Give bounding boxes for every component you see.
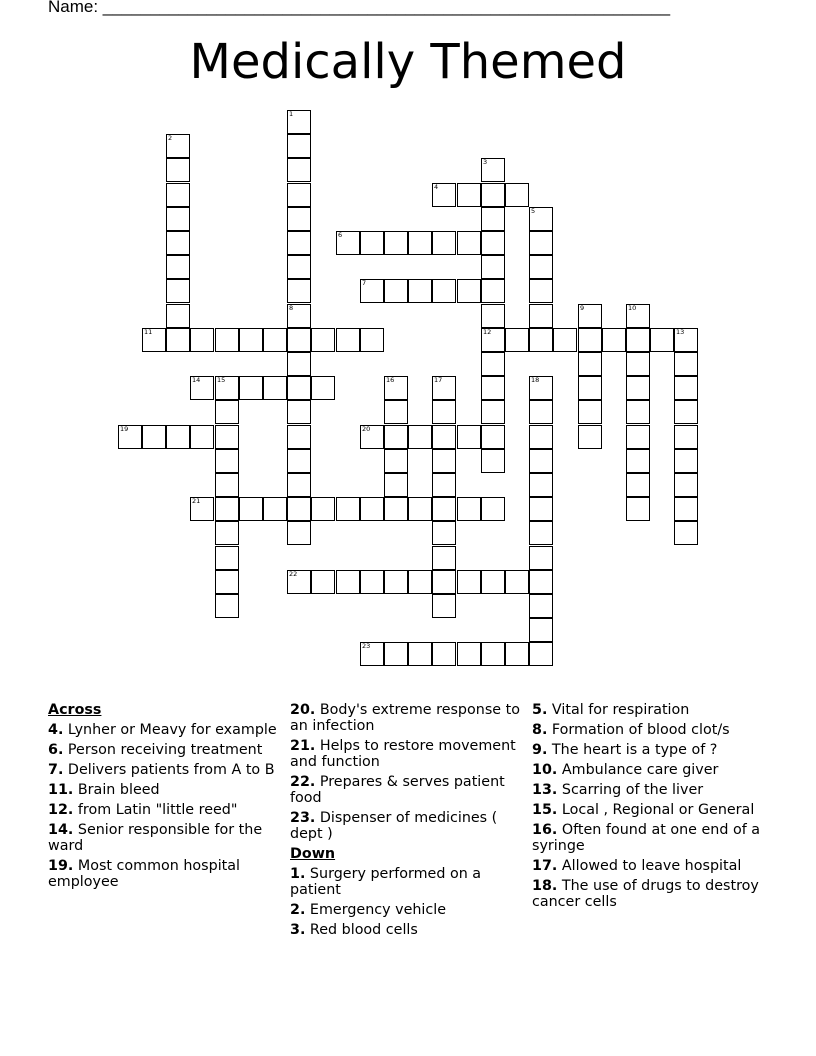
grid-cell[interactable]	[432, 642, 456, 666]
clue-number-8: 8	[289, 304, 294, 312]
grid-cell[interactable]	[263, 328, 287, 352]
grid-cell[interactable]	[505, 328, 529, 352]
grid-cell[interactable]	[529, 231, 553, 255]
grid-cell[interactable]	[384, 473, 408, 497]
clue-down-15: 15. Local , Regional or General	[532, 802, 755, 818]
grid-cell[interactable]	[287, 207, 311, 231]
grid-cell[interactable]	[287, 376, 311, 400]
grid-cell[interactable]	[432, 594, 456, 618]
grid-cell[interactable]	[384, 425, 408, 449]
grid-cell[interactable]	[529, 473, 553, 497]
grid-cell[interactable]	[166, 183, 190, 207]
grid-cell[interactable]	[215, 473, 239, 497]
grid-cell[interactable]	[626, 328, 650, 352]
grid-cell[interactable]	[287, 425, 311, 449]
clue-across-11: 11. Brain bleed	[48, 782, 160, 798]
grid-cell[interactable]	[287, 449, 311, 473]
grid-cell[interactable]	[166, 231, 190, 255]
grid-cell[interactable]	[239, 328, 263, 352]
grid-cell[interactable]	[578, 376, 602, 400]
clue-number-14: 14	[192, 376, 201, 384]
clue-number-17: 17	[434, 376, 443, 384]
clue-number-7: 7	[362, 279, 367, 287]
grid-cell[interactable]	[457, 497, 481, 521]
grid-cell[interactable]	[505, 183, 529, 207]
grid-cell[interactable]	[481, 497, 505, 521]
grid-cell[interactable]	[336, 497, 360, 521]
clue-down-13: 13. Scarring of the liver	[532, 782, 704, 798]
grid-cell[interactable]	[432, 425, 456, 449]
grid-cell[interactable]	[166, 255, 190, 279]
grid-cell[interactable]	[481, 207, 505, 231]
grid-cell[interactable]	[529, 642, 553, 666]
grid-cell[interactable]	[457, 183, 481, 207]
clue-down-2: 2. Emergency vehicle	[290, 902, 447, 918]
grid-cell[interactable]	[215, 425, 239, 449]
grid-cell[interactable]	[481, 570, 505, 594]
grid-cell[interactable]	[457, 231, 481, 255]
grid-cell[interactable]	[287, 521, 311, 545]
grid-cell[interactable]	[384, 497, 408, 521]
clue-down-8: 8. Formation of blood clot/s	[532, 722, 730, 738]
clue-down-16: 16. Often found at one end of a syringe	[532, 822, 761, 854]
grid-cell[interactable]	[384, 279, 408, 303]
grid-cell[interactable]	[287, 352, 311, 376]
grid-cell[interactable]	[408, 279, 432, 303]
clue-across-6: 6. Person receiving treatment	[48, 742, 263, 758]
clue-number-3: 3	[483, 158, 488, 166]
grid-cell[interactable]	[239, 497, 263, 521]
grid-cell[interactable]	[287, 134, 311, 158]
grid-cell[interactable]	[360, 570, 384, 594]
grid-cell[interactable]	[287, 279, 311, 303]
grid-cell[interactable]	[432, 521, 456, 545]
grid-cell[interactable]	[674, 352, 698, 376]
clue-number-12: 12	[483, 328, 492, 336]
clue-number-19: 19	[120, 425, 129, 433]
grid-cell[interactable]	[529, 328, 553, 352]
clue-number-11: 11	[144, 328, 153, 336]
grid-cell[interactable]	[215, 521, 239, 545]
grid-cell[interactable]	[529, 425, 553, 449]
grid-cell[interactable]	[626, 400, 650, 424]
grid-cell[interactable]	[287, 231, 311, 255]
grid-cell[interactable]	[481, 642, 505, 666]
clue-across-19: 19. Most common hospital employee	[48, 858, 241, 890]
grid-cell[interactable]	[384, 642, 408, 666]
grid-cell[interactable]	[166, 328, 190, 352]
grid-cell[interactable]	[311, 570, 335, 594]
grid-cell[interactable]	[505, 642, 529, 666]
grid-cell[interactable]	[529, 279, 553, 303]
grid-cell[interactable]	[529, 570, 553, 594]
grid-cell[interactable]	[215, 594, 239, 618]
clue-down-17: 17. Allowed to leave hospital	[532, 858, 742, 874]
grid-cell[interactable]	[674, 400, 698, 424]
clue-number-16: 16	[386, 376, 395, 384]
clue-across-23: 23. Dispenser of medicines ( dept )	[290, 810, 498, 842]
grid-cell[interactable]	[457, 425, 481, 449]
clue-across-12: 12. from Latin "little reed"	[48, 802, 238, 818]
grid-cell[interactable]	[578, 352, 602, 376]
grid-cell[interactable]	[578, 400, 602, 424]
grid-cell[interactable]	[529, 521, 553, 545]
grid-cell[interactable]	[432, 570, 456, 594]
grid-cell[interactable]	[287, 158, 311, 182]
grid-cell[interactable]	[311, 376, 335, 400]
grid-cell[interactable]	[626, 376, 650, 400]
grid-cell[interactable]	[626, 449, 650, 473]
grid-cell[interactable]	[505, 570, 529, 594]
clue-number-1: 1	[289, 110, 294, 118]
grid-cell[interactable]	[529, 400, 553, 424]
grid-cell[interactable]	[360, 328, 384, 352]
clue-down-1: 1. Surgery performed on a patient	[290, 866, 482, 898]
grid-cell[interactable]	[336, 570, 360, 594]
grid-cell[interactable]	[142, 425, 166, 449]
clue-number-23: 23	[362, 642, 371, 650]
grid-cell[interactable]	[384, 400, 408, 424]
grid-cell[interactable]	[626, 425, 650, 449]
clue-down-9: 9. The heart is a type of ?	[532, 742, 718, 758]
grid-cell[interactable]	[408, 425, 432, 449]
clue-number-13: 13	[676, 328, 685, 336]
grid-cell[interactable]	[311, 328, 335, 352]
grid-cell[interactable]	[481, 183, 505, 207]
grid-cell[interactable]	[626, 473, 650, 497]
grid-cell[interactable]	[529, 497, 553, 521]
clue-across-21: 21. Helps to restore movement and function	[290, 738, 516, 770]
grid-cell[interactable]	[674, 449, 698, 473]
clue-number-21: 21	[192, 497, 201, 505]
grid-cell[interactable]	[626, 352, 650, 376]
grid-cell[interactable]	[287, 328, 311, 352]
grid-cell[interactable]	[384, 449, 408, 473]
clue-down-5: 5. Vital for respiration	[532, 702, 690, 718]
clue-number-2: 2	[168, 134, 173, 142]
grid-cell[interactable]	[529, 594, 553, 618]
grid-cell[interactable]	[578, 328, 602, 352]
grid-cell[interactable]	[529, 618, 553, 642]
grid-cell[interactable]	[578, 425, 602, 449]
grid-cell[interactable]	[360, 231, 384, 255]
grid-cell[interactable]	[239, 376, 263, 400]
clue-number-20: 20	[362, 425, 371, 433]
grid-cell[interactable]	[287, 497, 311, 521]
grid-cell[interactable]	[360, 497, 384, 521]
grid-cell[interactable]	[263, 497, 287, 521]
grid-cell[interactable]	[481, 449, 505, 473]
grid-cell[interactable]	[408, 497, 432, 521]
grid-cell[interactable]	[457, 642, 481, 666]
grid-cell[interactable]	[674, 376, 698, 400]
grid-cell[interactable]	[457, 279, 481, 303]
clue-across-22: 22. Prepares & serves patient food	[290, 774, 505, 806]
grid-cell[interactable]	[287, 400, 311, 424]
grid-cell[interactable]	[166, 279, 190, 303]
grid-cell[interactable]	[432, 400, 456, 424]
grid-cell[interactable]	[481, 304, 505, 328]
grid-cell[interactable]	[432, 449, 456, 473]
grid-cell[interactable]	[481, 279, 505, 303]
grid-cell[interactable]	[432, 497, 456, 521]
grid-cell[interactable]	[481, 400, 505, 424]
grid-cell[interactable]	[481, 376, 505, 400]
name-field-label: Name: ____________________________________________________________	[48, 0, 671, 16]
clue-across-20: 20. Body's extreme response to an infection	[290, 702, 520, 734]
grid-cell[interactable]	[215, 400, 239, 424]
grid-cell[interactable]	[481, 352, 505, 376]
grid-cell[interactable]	[166, 158, 190, 182]
grid-cell[interactable]	[674, 497, 698, 521]
grid-cell[interactable]	[166, 304, 190, 328]
grid-cell[interactable]	[529, 255, 553, 279]
grid-cell[interactable]	[529, 449, 553, 473]
grid-cell[interactable]	[215, 570, 239, 594]
clue-across-7: 7. Delivers patients from A to B	[48, 762, 275, 778]
grid-cell[interactable]	[215, 546, 239, 570]
grid-cell[interactable]	[481, 231, 505, 255]
grid-cell[interactable]	[408, 642, 432, 666]
clue-number-18: 18	[531, 376, 540, 384]
grid-cell[interactable]	[408, 231, 432, 255]
grid-cell[interactable]	[190, 425, 214, 449]
grid-cell[interactable]	[215, 328, 239, 352]
grid-cell[interactable]	[408, 570, 432, 594]
clues-column-3	[532, 702, 768, 914]
grid-cell[interactable]	[602, 328, 626, 352]
clue-number-22: 22	[289, 570, 298, 578]
grid-cell[interactable]	[287, 255, 311, 279]
grid-cell[interactable]	[166, 425, 190, 449]
clue-down-3: 3. Red blood cells	[290, 922, 418, 938]
clue-down-10: 10. Ambulance care giver	[532, 762, 719, 778]
grid-cell[interactable]	[215, 449, 239, 473]
clue-across-4: 4. Lynher or Meavy for example	[48, 722, 277, 738]
grid-cell[interactable]	[432, 231, 456, 255]
grid-cell[interactable]	[674, 425, 698, 449]
grid-cell[interactable]	[626, 497, 650, 521]
grid-cell[interactable]	[384, 231, 408, 255]
grid-cell[interactable]	[674, 521, 698, 545]
clue-across-14: 14. Senior responsible for the ward	[48, 822, 263, 854]
clue-number-10: 10	[628, 304, 637, 312]
grid-cell[interactable]	[287, 473, 311, 497]
grid-cell[interactable]	[190, 328, 214, 352]
grid-cell[interactable]	[650, 328, 674, 352]
grid-cell[interactable]	[311, 497, 335, 521]
grid-cell[interactable]	[529, 304, 553, 328]
grid-cell[interactable]	[287, 183, 311, 207]
grid-cell[interactable]	[215, 497, 239, 521]
clues-column-1	[48, 702, 280, 894]
across-header: Across	[48, 702, 102, 718]
grid-cell[interactable]	[432, 279, 456, 303]
puzzle-title: Medically Themed	[189, 34, 627, 90]
grid-cell[interactable]	[263, 376, 287, 400]
grid-cell[interactable]	[432, 546, 456, 570]
clue-number-15: 15	[217, 376, 226, 384]
grid-cell[interactable]	[457, 570, 481, 594]
grid-cell[interactable]	[674, 473, 698, 497]
grid-cell[interactable]	[336, 328, 360, 352]
grid-cell[interactable]	[481, 425, 505, 449]
clue-number-5: 5	[531, 207, 536, 215]
grid-cell[interactable]	[384, 570, 408, 594]
grid-cell[interactable]	[432, 473, 456, 497]
clue-number-9: 9	[580, 304, 585, 312]
clue-number-6: 6	[338, 231, 343, 239]
clue-down-18: 18. The use of drugs to destroy cancer cells	[532, 878, 759, 910]
grid-cell[interactable]	[529, 546, 553, 570]
grid-cell[interactable]	[481, 255, 505, 279]
grid-cell[interactable]	[166, 207, 190, 231]
grid-cell[interactable]	[553, 328, 577, 352]
down-header: Down	[290, 846, 336, 862]
clues-column-2	[290, 702, 520, 942]
clue-number-4: 4	[434, 183, 439, 191]
